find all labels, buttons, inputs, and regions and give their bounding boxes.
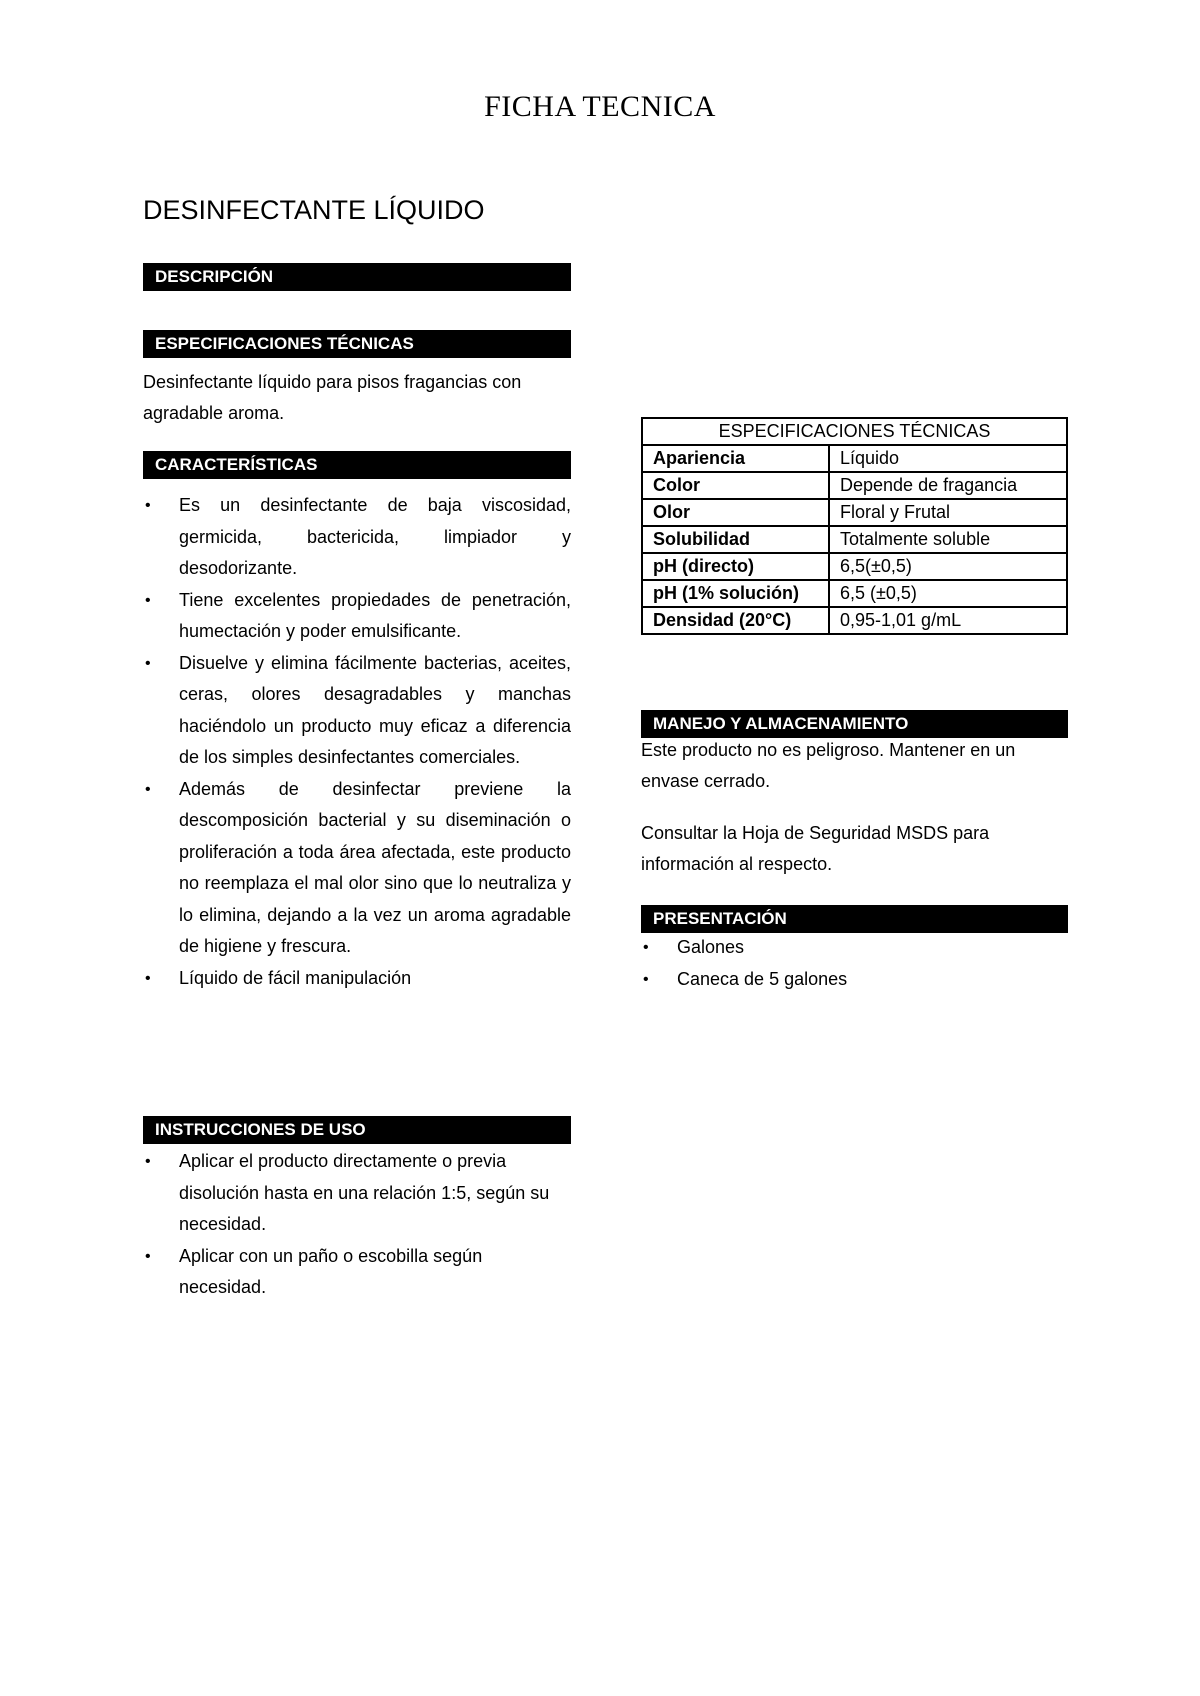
table-row [642,580,1067,607]
list-item [143,490,571,585]
list-item-text: Disuelve y elimina fácilmente bacterias, aceites, ceras, olores desagradables y manchas haciéndolo un producto muy eficaz a diferencia de los simples desinfectantes comerciales. [179,652,571,767]
spec-property: Olor [642,499,829,526]
manejo-paragraph: Consultar la Hoja de Seguridad MSDS para información al respecto. [641,823,990,874]
list-item-text: Además de desinfectar previene la descomposición bacterial y su diseminación o proliferación a toda área afectada, este producto no reemplaza el mal olor sino que lo neutraliza y lo elimina, dejando a la vez un aroma agradable de higiene y frescura. [179,778,571,956]
table-row [642,526,1067,553]
spec-property: Densidad (20°C) [642,607,829,634]
spec-property: pH (directo) [642,553,829,580]
list-item [143,648,571,774]
table-row [642,472,1067,499]
manejo-paragraph: Este producto no es peligroso. Mantener en un envase cerrado. [641,740,1016,791]
list-item [143,1146,571,1241]
spec-value: 6,5 (±0,5) [829,580,1067,607]
list-item [143,774,571,963]
list-item-text: Aplicar con un paño o escobilla según necesidad. [179,1245,483,1297]
list-item [641,932,1069,964]
table-row [642,445,1067,472]
list-item-text: Líquido de fácil manipulación [179,967,412,988]
bullet-icon: • [145,591,151,609]
table-row [642,607,1067,634]
spec-property: pH (1% solución) [642,580,829,607]
document-title: FICHA TECNICA [484,90,716,123]
section-header-manejo: MANEJO Y ALMACENAMIENTO [641,710,1068,738]
section-header-descripcion: DESCRIPCIÓN [143,263,571,291]
spec-value: Líquido [829,445,1067,472]
product-title: DESINFECTANTE LÍQUIDO [143,195,485,225]
bullet-icon: • [643,970,649,988]
table-row [642,499,1067,526]
especificaciones-text: Desinfectante líquido para pisos fragancias con agradable aroma. [143,372,522,423]
spec-value: Floral y Frutal [829,499,1067,526]
list-item-text: Tiene excelentes propiedades de penetración, humectación y poder emulsificante. [179,589,571,641]
bullet-icon: • [145,1247,151,1265]
list-item [143,585,571,648]
bullet-icon: • [145,654,151,672]
bullet-icon: • [145,969,151,987]
section-header-presentacion: PRESENTACIÓN [641,905,1068,933]
section-header-caracteristicas: CARACTERÍSTICAS [143,451,571,479]
table-row [642,553,1067,580]
bullet-icon: • [643,939,649,956]
list-item [143,1241,571,1304]
spec-property: Solubilidad [642,526,829,553]
list-item-text: Es un desinfectante de baja viscosidad, germicida, bactericida, limpiador y desodorizante. [179,495,571,578]
bullet-icon: • [145,1153,151,1170]
instrucciones-list [143,1146,571,1304]
spec-table-header-row [642,418,1067,445]
section-header-instrucciones: INSTRUCCIONES DE USO [143,1116,571,1144]
section-header-especificaciones: ESPECIFICACIONES TÉCNICAS [143,330,571,358]
spec-value: Depende de fragancia [829,472,1067,499]
list-item [143,963,571,995]
spec-table-header: ESPECIFICACIONES TÉCNICAS [642,418,1067,445]
spec-value: 6,5(±0,5) [829,553,1067,580]
spec-value: Totalmente soluble [829,526,1067,553]
list-item [641,964,1069,996]
spec-property: Color [642,472,829,499]
list-item-text: Galones [677,937,745,957]
caracteristicas-list [143,490,571,994]
bullet-icon: • [145,780,151,798]
list-item-text: Aplicar el producto directamente o previa disolución hasta en una relación 1:5, según su necesidad. [179,1151,550,1234]
bullet-icon: • [145,497,151,514]
list-item-text: Caneca de 5 galones [677,968,848,989]
presentacion-list [641,932,1069,995]
spec-table [641,417,1068,635]
spec-property: Apariencia [642,445,829,472]
spec-value: 0,95-1,01 g/mL [829,607,1067,634]
